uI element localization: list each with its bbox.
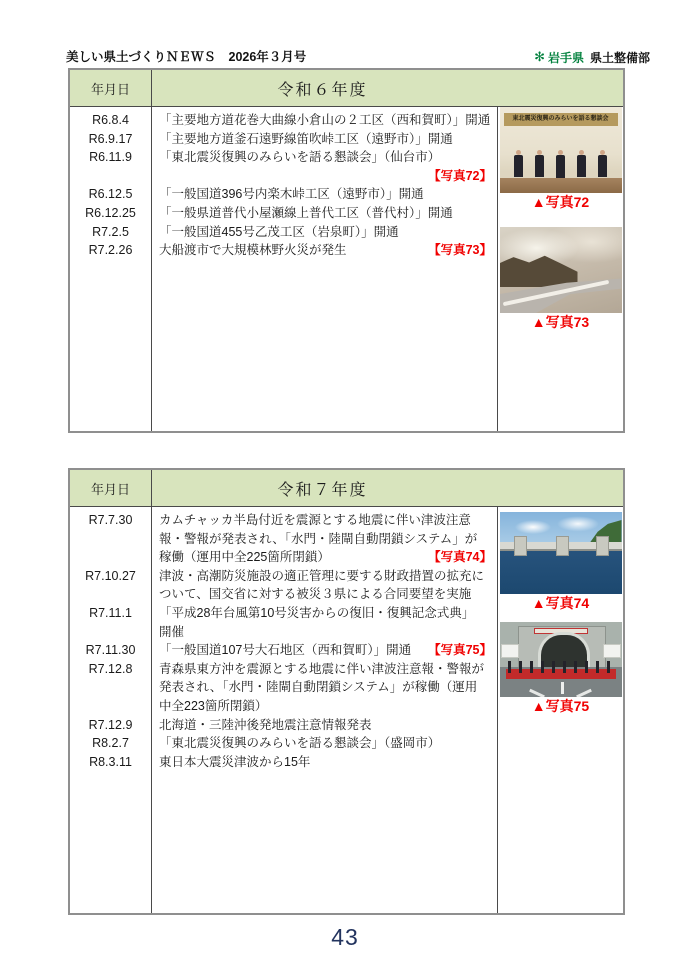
date-cell: R6.11.9 bbox=[89, 150, 132, 165]
table-0-date-column bbox=[70, 107, 152, 431]
document-header bbox=[66, 47, 650, 66]
event-line bbox=[159, 641, 492, 660]
event-text: 東日本大震災津波から15年 bbox=[159, 754, 311, 769]
event-text: 「主要地方道花巻大曲線小倉山の２工区（西和賀町）」開通 bbox=[159, 113, 491, 127]
meeting-floor bbox=[500, 178, 622, 193]
photo-ref-tag: 【写真72】 bbox=[428, 168, 492, 183]
photo-73-wildfire bbox=[500, 227, 622, 313]
date-cell: R7.2.26 bbox=[88, 243, 133, 258]
clouds bbox=[508, 515, 608, 537]
iwate-prefecture-logo-icon: ✻ bbox=[534, 49, 545, 64]
person-figure bbox=[555, 150, 565, 181]
person-figure bbox=[598, 150, 608, 181]
event-text: 報・警報が発表され、「水門・陸閘自動閉鎖システム」が bbox=[159, 531, 478, 546]
department-name: 県土整備部 bbox=[589, 50, 650, 65]
date-cell: R7.11.1 bbox=[89, 605, 132, 620]
table-body bbox=[70, 107, 623, 431]
floodgate-pier bbox=[514, 536, 527, 556]
photo-ref-tag: 【写真75】 bbox=[428, 643, 492, 658]
event-text: 北海道・三陸沖後発地震注意情報発表 bbox=[159, 717, 372, 732]
fiscal-year-table-r7 bbox=[68, 468, 625, 915]
event-text: 「一般国道455号乙茂工区（岩泉町）」開通 bbox=[159, 224, 399, 239]
event-text: 大船渡市で大規模林野火災が発生 bbox=[159, 243, 347, 258]
date-cell: R7.11.30 bbox=[85, 643, 136, 658]
event-line bbox=[159, 716, 492, 735]
event-line bbox=[159, 204, 492, 223]
date-cell: R7.12.9 bbox=[88, 717, 133, 732]
table-body bbox=[70, 507, 623, 913]
event-text: 「一般国道107号大石地区（西和賀町）」開通 bbox=[159, 643, 412, 658]
event-text: 「東北震災復興のみらいを語る懇談会」（仙台市） bbox=[159, 150, 441, 165]
date-cell: R7.10.27 bbox=[85, 568, 136, 583]
event-line bbox=[159, 623, 492, 642]
photo-74-floodgate bbox=[500, 512, 622, 594]
photo-75-caption: ▲写真75 bbox=[531, 698, 590, 714]
photo-75-tunnel-ceremony bbox=[500, 622, 622, 697]
prefecture-name: 岩手県 bbox=[547, 50, 584, 65]
floodgate-pier bbox=[596, 536, 609, 556]
event-line bbox=[159, 585, 492, 604]
photo-74-caption: ▲写真74 bbox=[531, 595, 590, 611]
table-header-row bbox=[70, 70, 623, 107]
table-1-date-column bbox=[70, 507, 152, 913]
event-line bbox=[159, 678, 492, 697]
date-column-header: 年月日 bbox=[70, 70, 152, 106]
event-text: 「一般国道396号内楽木峠工区（遠野市）」開通 bbox=[159, 187, 424, 202]
event-text: 稼働（運用中全225箇所閉鎖） bbox=[159, 550, 330, 565]
date-cell bbox=[70, 623, 151, 642]
event-line bbox=[159, 734, 492, 753]
table-1-content-column bbox=[152, 507, 498, 913]
event-line bbox=[159, 241, 492, 260]
event-line bbox=[159, 548, 492, 567]
lane-marking bbox=[561, 682, 564, 694]
date-cell: R8.2.7 bbox=[92, 736, 129, 751]
date-cell: R6.8.4 bbox=[92, 113, 129, 127]
photo-72-meeting bbox=[500, 107, 622, 193]
photo-73-caption: ▲写真73 bbox=[531, 314, 590, 330]
agency-block bbox=[534, 49, 650, 66]
event-text: 青森県東方沖を震源とする地震に伴い津波注意報・警報が bbox=[159, 661, 485, 676]
event-line bbox=[159, 604, 492, 623]
event-line bbox=[159, 567, 492, 586]
event-line bbox=[159, 167, 492, 186]
event-line bbox=[159, 660, 492, 679]
event-text: 津波・高潮防災施設の適正管理に要する財政措置の拡充に bbox=[159, 568, 485, 583]
date-cell bbox=[70, 678, 151, 697]
date-cell bbox=[70, 530, 151, 549]
event-line bbox=[159, 148, 492, 167]
event-text: 中全223箇所閉鎖） bbox=[159, 698, 268, 713]
photo-ref-tag: 【写真73】 bbox=[428, 243, 492, 258]
event-line bbox=[159, 223, 492, 242]
person-figure bbox=[577, 150, 587, 181]
newsletter-title: 美しい県土づくりＮＥＷＳ 2026年３月号 bbox=[66, 50, 307, 64]
date-cell: R8.3.11 bbox=[89, 754, 132, 769]
table-1-photo-column bbox=[498, 507, 623, 913]
event-text: ついて、国交省に対する被災３県による合同要望を実施 bbox=[159, 587, 472, 602]
attendee-row bbox=[508, 661, 614, 673]
meeting-banner-text: 東北震災復興のみらいを語る懇談会 bbox=[504, 113, 618, 126]
fiscal-year-table-r6 bbox=[68, 68, 625, 433]
event-text: 「平成28年台風第10号災害からの復旧・復興記念式典」 bbox=[159, 605, 475, 620]
person-figure bbox=[513, 150, 523, 181]
date-cell: R7.2.5 bbox=[92, 224, 129, 239]
white-tent bbox=[501, 644, 519, 658]
floodgate-pier bbox=[556, 536, 569, 556]
date-cell bbox=[70, 548, 151, 567]
fiscal-year-title: 令和７年度 bbox=[277, 481, 368, 499]
event-text: 発表され、「水門・陸閘自動閉鎖システム」が稼働（運用 bbox=[159, 680, 478, 695]
event-line bbox=[159, 130, 492, 149]
date-cell bbox=[70, 585, 151, 604]
person-figure bbox=[534, 150, 544, 181]
meeting-attendees bbox=[500, 150, 622, 181]
white-tent bbox=[603, 644, 621, 658]
event-line bbox=[159, 511, 492, 530]
table-header-row bbox=[70, 470, 623, 507]
fiscal-year-title: 令和６年度 bbox=[277, 81, 368, 99]
date-cell: R7.12.8 bbox=[88, 661, 133, 676]
event-line bbox=[159, 530, 492, 549]
date-column-header: 年月日 bbox=[70, 470, 152, 506]
date-cell bbox=[70, 697, 151, 716]
event-line bbox=[159, 753, 492, 772]
page-number: 43 bbox=[331, 924, 359, 950]
photo-72-caption: ▲写真72 bbox=[531, 194, 590, 210]
event-line bbox=[159, 111, 492, 130]
event-text: 「東北震災復興のみらいを語る懇談会」（盛岡市） bbox=[159, 736, 441, 751]
table-0-content-column bbox=[152, 107, 498, 431]
date-cell bbox=[70, 167, 151, 186]
event-text: カムチャッカ半島付近を震源とする地震に伴い津波注意 bbox=[159, 513, 471, 527]
photo-ref-tag: 【写真74】 bbox=[428, 550, 492, 565]
date-cell: R6.12.25 bbox=[85, 205, 136, 220]
event-line bbox=[159, 185, 492, 204]
date-cell: R6.9.17 bbox=[88, 131, 133, 146]
table-0-photo-column bbox=[498, 107, 623, 431]
date-cell: R7.7.30 bbox=[88, 513, 133, 527]
event-text: 開催 bbox=[159, 624, 185, 639]
date-cell: R6.12.5 bbox=[88, 187, 133, 202]
event-line bbox=[159, 697, 492, 716]
event-text: 「一般県道普代小屋瀬線上普代工区（普代村）」開通 bbox=[159, 205, 453, 220]
event-text: 「主要地方道釜石遠野線笛吹峠工区（遠野市）」開通 bbox=[159, 131, 453, 146]
